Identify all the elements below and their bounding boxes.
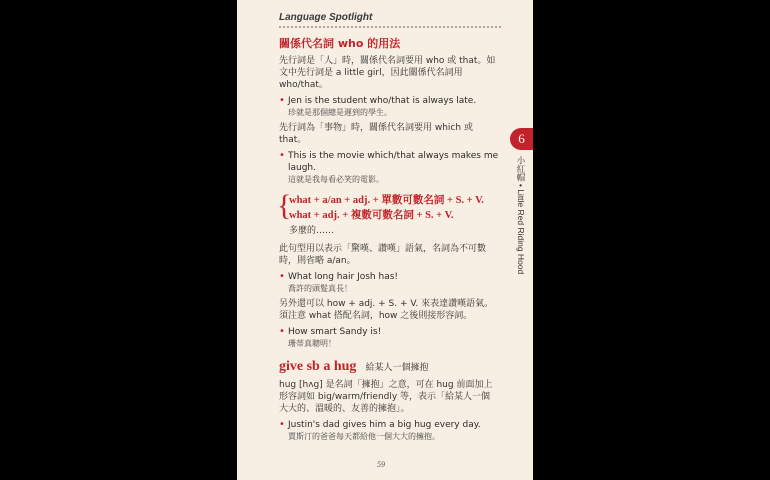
example-how bbox=[279, 326, 499, 349]
example-chinese: 這就是我每看必笑的電影。 bbox=[288, 175, 384, 184]
example-english: This is the movie which/that always makes me laugh. bbox=[288, 151, 499, 173]
page-header: Language Spotlight bbox=[279, 12, 373, 23]
page-number: 59 bbox=[377, 460, 385, 469]
example-what bbox=[279, 271, 499, 294]
paragraph-which-rule: 先行詞為「事物」時，關係代名詞要用 which 或 that。 bbox=[279, 123, 473, 145]
paragraph-hug: hug [hʌg] 是名詞「擁抱」之意，可在 hug 前面加上形容詞如 big/warm/friendly 等，表示「給某人一個大大的、溫暖的、友善的擁抱」。 bbox=[279, 380, 493, 414]
example-who bbox=[279, 95, 499, 118]
bullet-icon: • bbox=[279, 150, 285, 161]
chapter-title-vertical: 小紅帽 • Little Red Riding Hood bbox=[516, 156, 526, 275]
exclamation-formula bbox=[277, 189, 499, 223]
header-divider bbox=[279, 26, 501, 28]
example-chinese: 喬許的頭髮真長！ bbox=[288, 284, 352, 293]
idiom-meaning: 給某人一個擁抱 bbox=[365, 363, 429, 373]
brace-icon: { bbox=[277, 189, 292, 222]
example-hug bbox=[279, 419, 499, 442]
example-english: How smart Sandy is! bbox=[288, 327, 382, 337]
formula-line-plural: what + adj. + 複數可數名詞 + S. + V. bbox=[289, 210, 454, 221]
book-page bbox=[237, 0, 533, 480]
bullet-icon: • bbox=[279, 271, 285, 282]
idiom-phrase: give sb a hug bbox=[279, 359, 357, 374]
chapter-tab: 6 bbox=[510, 128, 533, 150]
paragraph-how: 另外還可以 how + adj. + S. + V. 來表達讚嘆語氣。須注意 what 搭配名詞，how 之後則接形容詞。 bbox=[279, 299, 494, 321]
example-chinese: 珊蒂真聰明！ bbox=[288, 339, 336, 348]
bullet-icon: • bbox=[279, 326, 285, 337]
example-chinese: 珍就是那個總是遲到的學生。 bbox=[288, 108, 392, 117]
formula-line-singular: what + a/an + adj. + 單數可數名詞 + S. + V. bbox=[289, 195, 484, 206]
paragraph-who-rule: 先行詞是「人」時，關係代名詞要用 who 或 that。如文中先行詞是 a little girl，因此關係代名詞用 who/that。 bbox=[279, 56, 496, 90]
idiom-heading bbox=[279, 357, 499, 376]
formula-meaning: 多麼的…… bbox=[289, 226, 335, 236]
example-chinese: 賈斯汀的爸爸每天都給他一個大大的擁抱。 bbox=[288, 432, 440, 441]
bullet-icon: • bbox=[279, 95, 285, 106]
example-english: Jen is the student who/that is always late. bbox=[288, 96, 477, 106]
example-english: Justin's dad gives him a big hug every day. bbox=[288, 420, 481, 430]
paragraph-exclamation: 此句型用以表示「驚嘆、讚嘆」語氣，名詞為不可數時，則省略 a/an。 bbox=[279, 244, 487, 266]
example-which bbox=[279, 150, 499, 185]
section-title-who: 關係代名詞 who 的用法 bbox=[279, 37, 401, 50]
bullet-icon: • bbox=[279, 419, 285, 430]
page-content bbox=[279, 37, 499, 446]
example-english: What long hair Josh has! bbox=[288, 272, 399, 282]
